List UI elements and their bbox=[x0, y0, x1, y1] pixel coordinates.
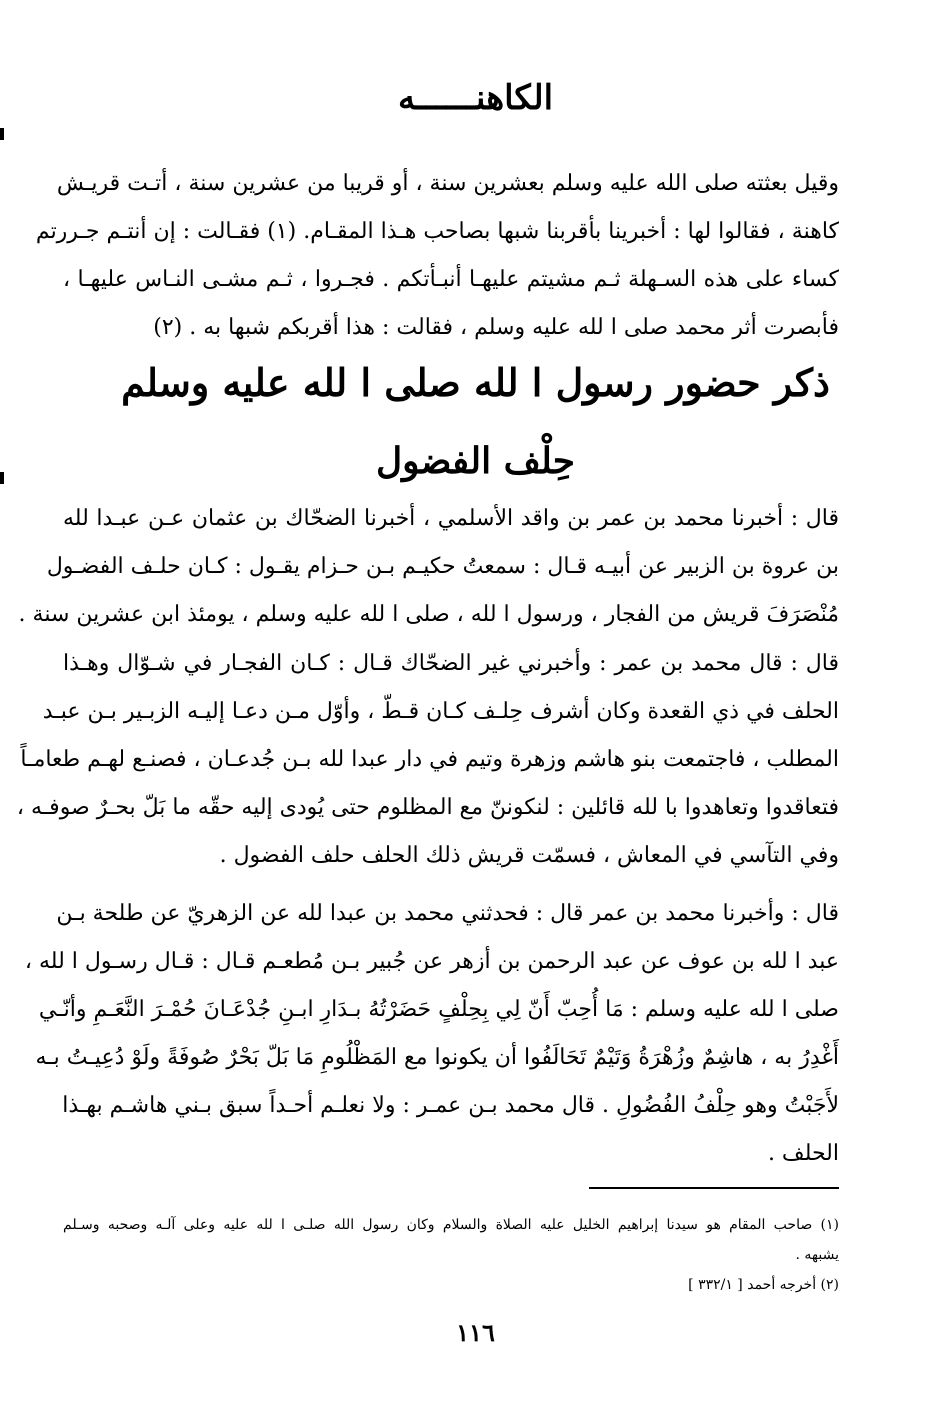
text-line: الحلف . bbox=[767, 1141, 839, 1166]
intro-paragraph bbox=[35, 160, 839, 352]
text-line: عبد ا لله بن عوف عن عبد الرحمن بن أزهر عن جُبير بـن مُطعـم قـال : قـال رسـول ا لله ، bbox=[24, 949, 839, 974]
footnote-divider bbox=[589, 1187, 839, 1189]
text-line: كاهنة ، فقالوا لها : أخبرينا بأقربنا شبها بصاحب هـذا المقـام. (١) فقـالت : إن أنتـم جـررتم bbox=[35, 219, 839, 244]
text-line: وفي التآسي في المعاش ، فسمّت قريش ذلك الحلف حلف الفضول . bbox=[219, 843, 839, 868]
scan-edge-mark bbox=[0, 128, 4, 140]
footnote-1-continued: يشبهه . bbox=[795, 1247, 839, 1263]
text-line: أَغْدِرُ به ، هاشِمٌ وزُهْرَةُ وَتَيْمٌ تَحَالَفُوا أن يكونوا مع المَظْلُومِ مَا بَلّ بَحْرٌ صُوفَةً ولَوْ دُعِيـتُ بـه bbox=[35, 1045, 839, 1070]
paragraph bbox=[24, 890, 839, 1178]
text-line: فأبصرت أثر محمد صلى ا لله عليه وسلم ، فقالت : هذا أقربكم شبها به . (٢) bbox=[153, 315, 839, 340]
text-line: قال : وأخبرنا محمد بن عمر قال : فحدثني محمد بن عبدا لله عن الزهريّ عن طلحة بـن bbox=[56, 901, 839, 926]
running-head: الكاهنــــــه bbox=[397, 78, 554, 118]
text-line: الحلف في ذي القعدة وكان أشرف حِلـف كـان قـطّ ، وأوّل مـن دعـا إليـه الزبـير بـن عبـد bbox=[42, 699, 839, 724]
footnotes bbox=[63, 1210, 839, 1300]
footnote-2: (٢) أخرجه أحمد [ ٣٣٢/١ ] bbox=[688, 1277, 839, 1293]
page-number: ١١٦ bbox=[456, 1318, 495, 1347]
footnote-1: (١) صاحب المقام هو سيدنا إبراهيم الخليل عليه الصلاة والسلام وكان رسول الله صلـى ا لله عليه وعلى آلـه وصحبه وسـلم bbox=[63, 1217, 839, 1233]
paragraph bbox=[18, 495, 839, 639]
paragraph bbox=[16, 640, 839, 880]
section-heading: ذكر حضور رسول ا لله صلى ا لله عليه وسلم bbox=[121, 360, 830, 405]
text-line: صلى ا لله عليه وسلم : مَا أُحِبّ أَنّ لِي بِحِلْفٍ حَضَرْتُهُ بـدَارِ ابـنِ جُدْعَـانَ حُمْـرَ النَّعَـمِ وأنّـي bbox=[38, 997, 839, 1022]
text-line: كساء على هذه السـهلة ثـم مشيتم عليهـا أنبـأتكم . فجـروا ، ثـم مشـى النـاس عليهـا ، bbox=[63, 267, 839, 292]
text-line: قال : قال محمد بن عمر : وأخبرني غير الضحّاك قـال : كـان الفجـار في شـوّال وهـذا bbox=[63, 651, 839, 676]
text-line: مُنْصَرَفَ قريش من الفجار ، ورسول ا لله ، صلى ا لله عليه وسلم ، يومئذ ابن عشرين سنة . bbox=[18, 602, 839, 627]
text-line: فتعاقدوا وتعاهدوا با لله قائلين : لنكوننّ مع المظلوم حتى يُودى إليه حقّه ما بَلّ بحـرٌ صوفـه ، bbox=[16, 795, 839, 820]
text-line: وقيل بعثته صلى الله عليه وسلم بعشرين سنة ، أو قريبا من عشرين سنة ، أتـت قريـش bbox=[56, 171, 839, 196]
text-line: المطلب ، فاجتمعت بنو هاشم وزهرة وتيم في دار عبدا لله بـن جُدعـان ، فصنـع لهـم طعامـاً bbox=[20, 747, 839, 772]
text-line: لأَجَبْتُ وهو حِلْفُ الفُضُولِ . قال محمد بـن عمـر : ولا نعلـم أحـداً سبق بـني هاشـم بهـذا bbox=[62, 1093, 839, 1118]
text-line: بن عروة بن الزبير عن أبيـه قـال : سمعتُ حكيـم بـن حـزام يقـول : كـان حلـف الفضـول bbox=[46, 554, 839, 579]
text-line: قال : أخبرنا محمد بن عمر بن واقد الأسلمي ، أخبرنا الضحّاك بن عثمان عـن عبـدا لله bbox=[63, 506, 839, 531]
section-subheading: حِلْف الفضول bbox=[375, 440, 576, 482]
